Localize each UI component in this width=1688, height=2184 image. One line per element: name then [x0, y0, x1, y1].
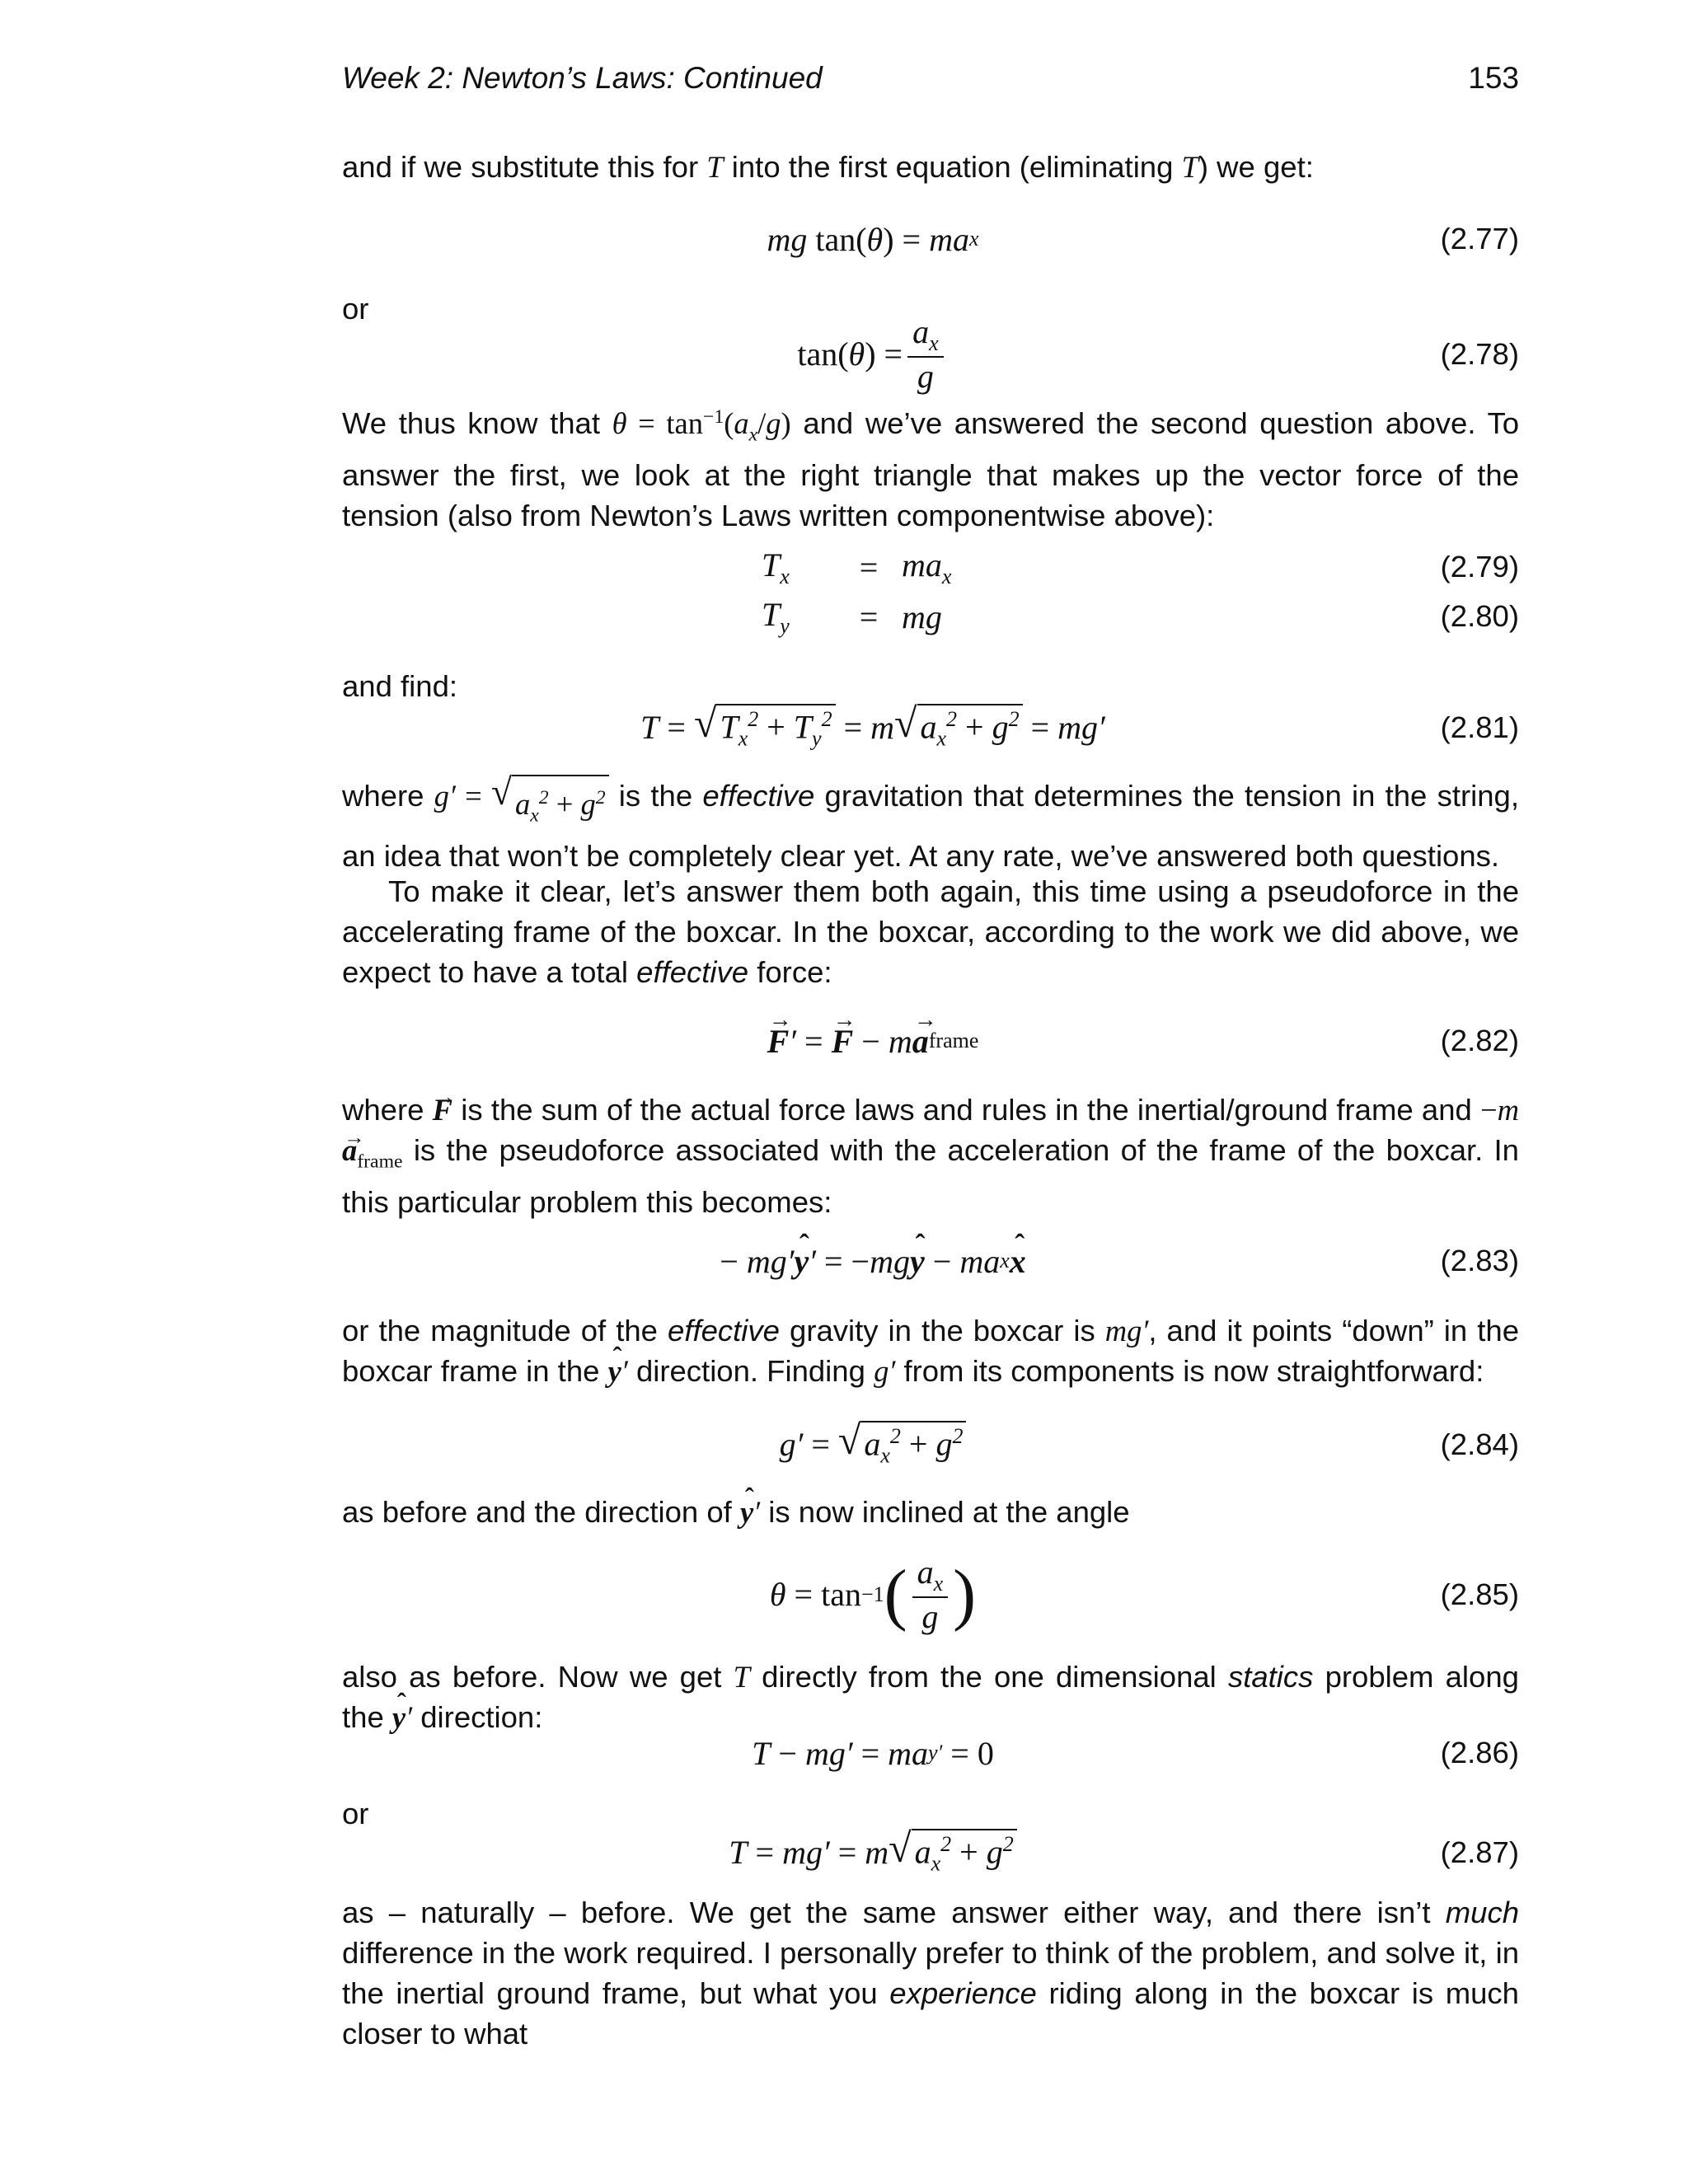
- paragraph-sum-of-forces: [342, 1090, 1519, 1222]
- equation-2-82: [342, 1015, 1519, 1066]
- text-fragment: ) we get:: [1198, 150, 1314, 184]
- equation-2-79: [342, 546, 1519, 588]
- equation-2-84: [342, 1419, 1519, 1470]
- equation-body: tan( θ ) = $\frac{a_x}{g}$: [342, 313, 1404, 396]
- math-T: T: [1181, 150, 1198, 184]
- equation-2-78: [342, 313, 1519, 396]
- text-fragment: , and it points “down” in the boxcar frame in the: [342, 1314, 1519, 1388]
- text-fragment: direction:: [420, 1700, 543, 1734]
- equation-2-83: [342, 1236, 1519, 1286]
- equation-2-77: [342, 216, 1519, 262]
- paragraph-effective-gravitation: [342, 771, 1519, 876]
- text-fragment: gravitation that determines the tension in the string, an idea that won’t be completely clear yet. At any rate, we’ve answered both questions.: [342, 779, 1519, 874]
- math-g-prime: g′: [874, 1354, 896, 1388]
- math-g-prime: g′ = √ $a_x^2 + g^2$: [434, 779, 609, 813]
- text-fragment: is now inclined at the angle: [768, 1495, 1130, 1529]
- equation-body: mg tan( θ ) = ma x: [767, 220, 979, 258]
- connector-or: or: [342, 292, 369, 326]
- text-fragment: is the sum of the actual force laws and rules in the inertial/ground frame and: [461, 1093, 1472, 1127]
- equation-number: (2.85): [1440, 1577, 1519, 1611]
- math-y-hat-prime: ˆ y′: [392, 1700, 412, 1734]
- text-fragment: is the pseudoforce associated with the acceleration of the frame of the boxcar. In this particular problem this becomes:: [342, 1133, 1519, 1220]
- equation-number: (2.78): [1440, 337, 1519, 371]
- equation-body: T = mg′ = m √ $a_x^2 + g^2$: [342, 1829, 1404, 1876]
- emphasis: effective: [636, 955, 749, 989]
- text-fragment: into the first equation (eliminating: [731, 150, 1174, 184]
- equation-number: (2.84): [1440, 1427, 1519, 1461]
- text-fragment: and we’ve answered the second question above. To answer the first, we look at the right triangle that makes up the vector force of the tension (also from Newton’s Laws written componentwise above):: [342, 406, 1519, 533]
- equation-body: T = √ $T_x^2 + T_y^2$ = m √ $a_x^2 + g^2$ = mg′: [640, 700, 1105, 751]
- fraction: $\frac{a_x}{g}$: [907, 313, 944, 396]
- text-fragment: also as before. Now we get: [342, 1660, 722, 1694]
- text-fragment: as before and the direction of: [342, 1495, 732, 1529]
- equation-number: (2.82): [1440, 1024, 1519, 1057]
- emphasis: effective: [702, 779, 815, 813]
- math-mg-prime: mg′: [1104, 1314, 1149, 1347]
- text-fragment: and if we substitute this for: [342, 150, 699, 184]
- math-y-hat-prime: ˆ y′: [608, 1354, 628, 1388]
- text-fragment: directly from the one dimensional: [762, 1660, 1217, 1694]
- text-fragment: To make it clear, let’s answer them both again, this time using a pseudoforce in the accelerating frame of the boxcar. In the boxcar, according to the work we did above, we expect to have a total: [342, 874, 1519, 989]
- text-fragment: gravity in the boxcar is: [790, 1314, 1095, 1347]
- emphasis: effective: [668, 1314, 780, 1347]
- equation-body: $T_y$ = mg: [762, 595, 942, 638]
- equation-body: T − mg′ = ma y′ = 0: [752, 1734, 994, 1772]
- text-fragment: direction. Finding: [635, 1354, 865, 1388]
- equation-2-87: [342, 1826, 1519, 1879]
- paragraph-direction: [342, 1492, 1519, 1532]
- equation-number: (2.87): [1440, 1835, 1519, 1869]
- equation-number: (2.81): [1440, 710, 1519, 744]
- equation-number: (2.79): [1440, 550, 1519, 583]
- text-fragment: We thus know that: [342, 406, 601, 441]
- paragraph-theta: [342, 397, 1519, 536]
- text-fragment: where: [342, 779, 424, 813]
- equation-number: (2.86): [1440, 1736, 1519, 1769]
- equation-body: θ = tan −1 ( $\frac{a_x}{g}$ ): [769, 1554, 977, 1635]
- header-title: Week 2: Newton’s Laws: Continued: [342, 61, 823, 95]
- math-theta: $\theta = \tan^{-1}(a_x/g)$: [612, 406, 791, 446]
- equation-2-86: [342, 1729, 1519, 1777]
- equation-number: (2.77): [1440, 222, 1519, 255]
- equation-body: g′ = √ $a_x^2 + g^2$: [342, 1421, 1404, 1468]
- equation-number: (2.80): [1440, 599, 1519, 633]
- text-fragment: riding along in the boxcar is much closer to what: [342, 1976, 1519, 2050]
- text-fragment: is the: [618, 779, 693, 813]
- math-y-hat-prime: ˆ y′: [740, 1495, 760, 1529]
- text-fragment: force:: [757, 955, 832, 989]
- text-fragment: where: [342, 1093, 424, 1127]
- running-header: [342, 61, 1519, 110]
- text-fragment: as – naturally – before. We get the same answer either way, and there isn’t: [342, 1896, 1431, 1929]
- math-T: T: [733, 1660, 750, 1694]
- emphasis: experience: [889, 1976, 1037, 2010]
- page-number: 153: [1468, 61, 1519, 95]
- paragraph-conclusion: [342, 1892, 1519, 2054]
- math-T: T: [706, 150, 724, 184]
- equation-body: → F ′ = → F − m → a frame: [342, 1022, 1404, 1061]
- equation-2-85: [342, 1549, 1519, 1640]
- equation-body: − mg′ ˆ y ′ = − mg ˆ y − ma x ˆ x: [342, 1242, 1404, 1281]
- text-fragment: or the magnitude of the: [342, 1314, 658, 1347]
- paragraph-pseudoforce: [342, 871, 1519, 992]
- equation-number: (2.83): [1440, 1244, 1519, 1277]
- text-fragment: problem along the: [342, 1660, 1519, 1734]
- math-pseudoforce: $-m\to a_{frame}$: [342, 1093, 1519, 1167]
- paragraph-substitute: [342, 147, 1519, 187]
- emphasis: statics: [1227, 1660, 1314, 1694]
- connector-or: or: [342, 1797, 369, 1830]
- math-F-vector: → F: [433, 1090, 452, 1130]
- equation-2-80: [342, 595, 1519, 638]
- equation-2-81: [342, 701, 1519, 755]
- emphasis: much: [1445, 1896, 1519, 1929]
- text-fragment: difference in the work required. I personally prefer to think of the problem, and solve it, in the inertial ground frame, but what you: [342, 1936, 1519, 2010]
- paragraph-statics: [342, 1657, 1519, 1737]
- equation-body: $T_x$ = $ma_x$: [762, 546, 952, 588]
- text-fragment: from its components is now straightforward:: [903, 1354, 1484, 1388]
- connector-and-find: and find:: [342, 669, 458, 703]
- paragraph-effective-gravity: [342, 1310, 1519, 1391]
